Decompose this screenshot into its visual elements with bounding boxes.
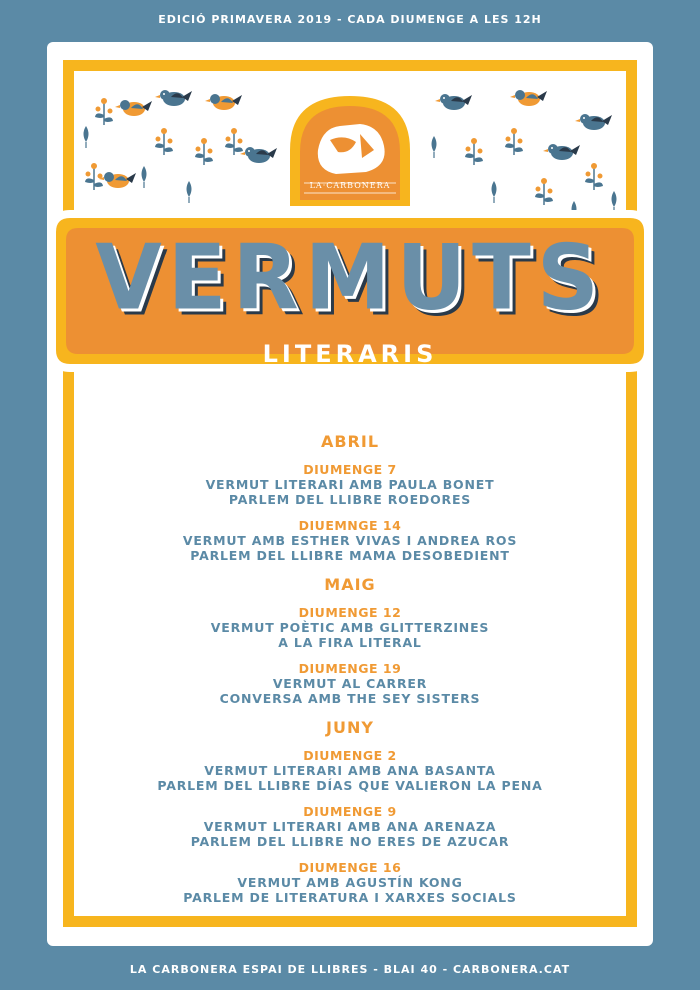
month-heading: JUNY <box>326 718 374 737</box>
event-line: PARLEM DEL LLIBRE ROEDORES <box>228 492 472 507</box>
event-line: VERMUT LITERARI AMB PAULA BONET <box>205 477 495 492</box>
event-date: DIUMENGE 12 <box>298 605 402 620</box>
event-date: DIUEMNGE 14 <box>298 518 402 533</box>
event-line: PARLEM DEL LLIBRE MAMA DESOBEDIENT <box>190 548 510 563</box>
event-date: DIUMENGE 2 <box>303 748 397 763</box>
program-list <box>0 432 700 917</box>
event-line: VERMUT LITERARI AMB ANA BASANTA <box>204 763 496 778</box>
month-heading: ABRIL <box>320 432 380 451</box>
event-item <box>0 606 700 650</box>
event-line: PARLEM DE LITERATURA I XARXES SOCIALS <box>183 890 517 905</box>
event-line: VERMUT POÈTIC AMB GLITTERZINES <box>210 620 490 635</box>
event-line: CONVERSA AMB THE SEY SISTERS <box>219 691 481 706</box>
event-line: VERMUT AMB AGUSTÍN KONG <box>237 875 463 890</box>
event-line: VERMUT AMB ESTHER VIVAS I ANDREA ROS <box>182 533 518 548</box>
edition-header: EDICIÓ PRIMAVERA 2019 - CADA DIUMENGE A LES 12H <box>158 13 542 26</box>
event-date: DIUMENGE 19 <box>298 661 402 676</box>
event-line: VERMUT LITERARI AMB ANA ARENAZA <box>203 819 497 834</box>
event-item <box>0 662 700 706</box>
event-item <box>0 519 700 563</box>
event-date: DIUMENGE 9 <box>303 804 397 819</box>
event-item <box>0 463 700 507</box>
event-item <box>0 805 700 849</box>
event-date: DIUMENGE 7 <box>303 462 397 477</box>
event-line: PARLEM DEL LLIBRE DÍAS QUE VALIERON LA PENA <box>157 778 543 793</box>
event-date: DIUMENGE 16 <box>298 860 402 875</box>
event-item <box>0 749 700 793</box>
event-item <box>0 861 700 905</box>
carbonera-logo-icon <box>318 124 385 174</box>
title-sub: LITERARIS <box>262 340 438 368</box>
event-line: VERMUT AL CARRER <box>272 676 428 691</box>
event-line: A LA FIRA LITERAL <box>278 635 422 650</box>
month-heading: MAIG <box>324 575 376 594</box>
footer-info: LA CARBONERA ESPAI DE LLIBRES - BLAI 40 - CARBONERA.CAT <box>129 963 571 976</box>
title-main: VERMUTS <box>95 225 605 331</box>
event-line: PARLEM DEL LLIBRE NO ERES DE AZUCAR <box>190 834 510 849</box>
logo-text: LA·CARBONERA <box>309 181 391 190</box>
